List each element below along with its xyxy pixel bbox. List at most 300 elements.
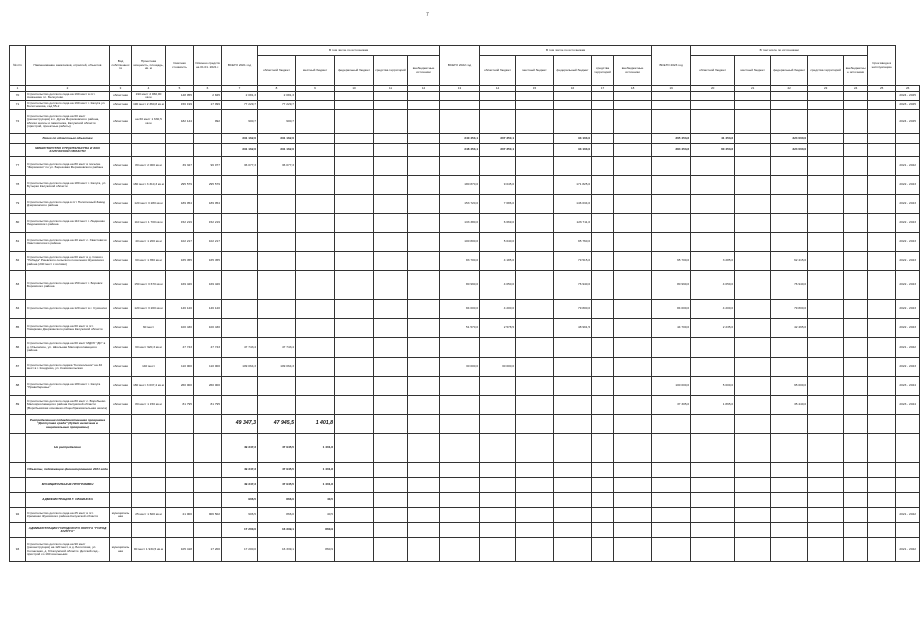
table-cell [374,538,408,562]
table-cell [554,538,592,562]
table-cell [771,478,808,493]
header-col-capacity: Проектная мощность, площадь, кв. м [132,46,166,86]
table-cell [258,271,296,300]
table-cell [374,195,408,214]
table-cell: 900,7 [222,110,258,134]
table-cell [735,523,771,538]
table-cell [440,101,480,110]
table-cell: Строительство детского сада на 60 мест в д. Совхоз "Победа" Ржевского сельского поселения Жуковского района (240 мест с яслями) [26,252,110,271]
table-cell [652,338,691,358]
table-cell: 180 870,0 [440,176,480,195]
table-cell [592,233,614,252]
table-cell: 180 мест 3 037,4 кв.м [132,377,166,396]
table-cell [735,300,771,319]
table-cell [516,358,554,377]
table-cell [222,214,258,233]
table-row [10,377,920,396]
table-cell: 4 050,0 [480,271,516,300]
table-cell [592,358,614,377]
table-cell: 2021 - 2022 [896,157,920,176]
column-number-cell: 14 [480,86,516,92]
summary-row [10,463,920,478]
table-cell [844,319,868,338]
table-cell [222,195,258,214]
table-cell: 190 мест 2 060,00 кв.м [132,92,166,101]
table-row [10,396,920,415]
table-cell [408,252,440,271]
table-cell: 89 [10,396,26,415]
table-cell [296,92,335,101]
table-cell [516,396,554,415]
table-cell: 100 800,0 [440,233,480,252]
investment-program-table [9,45,920,562]
column-number-cell: 7 [222,86,258,92]
table-cell [222,377,258,396]
table-cell [652,176,691,195]
table-cell [516,176,554,195]
table-cell [258,214,296,233]
table-cell [374,233,408,252]
header-group-sources-2021: В том числе по источникам [258,46,440,56]
table-cell [652,157,691,176]
table-cell [408,300,440,319]
summary-row [10,523,920,538]
table-cell [408,134,440,144]
table-row [10,214,920,233]
table-cell: 1 401,8 [296,463,335,478]
table-cell [868,338,896,358]
table-cell: 110 000 [194,358,222,377]
header-col-name: Наименование заказчиков, отраслей, объектов [26,46,110,86]
table-cell: 76 940,0 [771,271,808,300]
table-cell [844,493,868,508]
table-cell: 156 199 [166,101,194,110]
table-cell [374,110,408,134]
table-cell: 2023 - 2024 [896,396,920,415]
table-cell: 260 000 [166,377,194,396]
table-cell [408,508,440,523]
table-cell: 80 990,0 [440,271,480,300]
table-cell: 2022 - 2023 [896,319,920,338]
table-cell [735,144,771,157]
table-cell: 81 [10,233,26,252]
table-cell: областная [110,92,132,101]
table-cell [408,538,440,562]
table-cell [652,92,691,101]
table-cell [258,233,296,252]
header-col-local-2022: местный бюджет [516,56,554,86]
column-number-cell: 5 [166,86,194,92]
table-cell [614,538,652,562]
table-cell [771,157,808,176]
table-cell [592,214,614,233]
table-cell: 93 [10,538,26,562]
table-cell: 150 мест 3 670 кв.м [132,271,166,300]
table-cell: 2022 - 2023 [896,214,920,233]
table-cell: 84 [10,300,26,319]
table-cell [614,252,652,271]
table-cell [868,396,896,415]
table-cell [808,358,844,377]
table-cell [166,523,194,538]
table-cell [735,463,771,478]
table-cell [844,195,868,214]
table-cell [844,300,868,319]
table-cell [296,144,335,157]
table-cell [408,358,440,377]
table-cell [896,478,920,493]
table-cell [408,319,440,338]
table-cell [408,110,440,134]
table-cell: Строительство детского сада на 90 мест (реконструкция) на 120 мест, в д. Болотская, ул. Солнечная, д. 9 Калужской области. Детский сад - пристрой со 190 ясельными [26,538,110,562]
table-cell: Строительство детского сада на 190 мест г. Калуга ул. Болотникова, сад 55-2 [26,101,110,110]
table-cell [735,195,771,214]
column-number-cell: 15 [516,86,554,92]
table-cell: 331 162,6 [222,144,258,157]
table-cell [335,144,374,157]
table-cell [844,110,868,134]
table-cell [844,508,868,523]
table-row [10,319,920,338]
header-col-offbudget-2023: внебюджетные источники [844,56,868,86]
table-cell: 5 040,0 [480,233,516,252]
table-cell [868,214,896,233]
header-col-federal-2021: федеральный бюджет [335,56,374,86]
table-cell: 324 000,0 [771,144,808,157]
column-number-cell: 11 [374,86,408,92]
table-cell: муниципальная [110,538,132,562]
column-number-cell: 21 [735,86,771,92]
table-cell [480,377,516,396]
table-row [10,176,920,195]
table-cell: 2 578,5 [480,319,516,338]
table-cell [592,110,614,134]
table-cell [771,415,808,434]
table-cell [554,358,592,377]
table-cell: 340 453,1 [440,134,480,144]
table-cell [735,377,771,396]
table-cell: 84 000,0 [440,300,480,319]
table-cell: 62 415,0 [771,252,808,271]
table-cell: 133 380,0 [440,214,480,233]
table-cell [808,300,844,319]
table-cell: Распределенная подведомственная программа "Доступная среда" (будет включена в национальные программы) [26,415,110,434]
table-cell: областная [110,157,132,176]
table-cell [440,338,480,358]
table-cell [735,176,771,195]
table-cell [408,233,440,252]
table-cell [735,478,771,493]
table-cell [258,252,296,271]
table-cell [480,538,516,562]
table-cell [808,338,844,358]
table-cell [844,463,868,478]
table-cell [592,396,614,415]
table-cell [335,396,374,415]
table-cell [440,478,480,493]
table-cell [592,252,614,271]
table-cell [194,493,222,508]
table-cell [592,319,614,338]
table-cell [652,101,691,110]
table-cell [408,157,440,176]
table-cell [440,396,480,415]
table-cell [480,415,516,434]
table-cell [335,300,374,319]
table-cell: 95 000,0 [771,377,808,396]
table-cell [440,157,480,176]
table-cell [592,523,614,538]
table-cell [374,300,408,319]
table-cell [808,144,844,157]
table-cell [440,434,480,463]
column-number-cell: 16 [554,86,592,92]
table-cell [194,523,222,538]
table-cell: 2021 - 2022 [896,538,920,562]
table-cell: 169 426 [166,271,194,300]
header-col-territory-2022: средства территорий [592,56,614,86]
table-cell: 49 347,3 [222,478,258,493]
table-cell [554,463,592,478]
table-cell [868,538,896,562]
table-cell [652,195,691,214]
table-cell [132,478,166,493]
table-cell: 109 064,3 [258,358,296,377]
table-cell: 40,5 [296,493,335,508]
table-cell [166,493,194,508]
header-col-regional-2023: областной бюджет [691,56,735,86]
table-row [10,538,920,562]
table-cell: областная [110,176,132,195]
table-cell [296,157,335,176]
table-cell [592,493,614,508]
column-number-cell: 19 [652,86,691,92]
table-cell: 102 217 [194,233,222,252]
table-cell [652,523,691,538]
table-cell [868,300,896,319]
table-cell: областная [110,101,132,110]
table-cell [691,101,735,110]
table-cell [844,101,868,110]
table-cell: 165 455 [194,252,222,271]
table-cell: 100 000,0 [652,377,691,396]
table-cell [896,493,920,508]
table-cell: областная [110,300,132,319]
table-cell: 2022 - 2023 [896,195,920,214]
table-cell: Всего по областным объектам [26,134,110,144]
table-cell [808,101,844,110]
table-cell [896,415,920,434]
table-cell: 1 401,8 [296,478,335,493]
table-cell [374,358,408,377]
table-cell: 35 440,0 [771,396,808,415]
table-cell [808,377,844,396]
table-cell [222,252,258,271]
table-cell: Строительство детского сада на 80 мест с. Воробьево Малоярославецкого района Калужской области (Воробьевская основная общеобразовательная школа) [26,396,110,415]
table-cell: 348 453,1 [440,144,480,157]
header-col-territory-2023: средства территорий [808,56,844,86]
table-cell [10,134,26,144]
table-cell: 17 200,0 [222,523,258,538]
table-cell: 165 455 [166,252,194,271]
table-cell [480,157,516,176]
table-cell [808,319,844,338]
table-cell: 80 990,0 [652,271,691,300]
header-col-number: № п/п [10,46,26,86]
header-col-local-2021: местный бюджет [296,56,335,86]
table-cell: 6 669,0 [480,214,516,233]
table-cell [808,134,844,144]
table-cell: 331 162,6 [258,134,296,144]
table-cell [691,338,735,358]
table-cell: 5 000,0 [691,377,735,396]
table-cell [408,92,440,101]
table-cell: 2 081,3 [222,92,258,101]
column-number-cell: 26 [896,86,920,92]
table-cell: 21 000 [166,508,194,523]
table-cell [735,134,771,144]
table-cell [480,434,516,463]
table-cell [374,478,408,493]
table-cell [771,358,808,377]
table-cell [808,92,844,101]
table-cell [335,523,374,538]
table-cell [296,300,335,319]
summary-row [10,144,920,157]
table-cell: 9 045,0 [480,176,516,195]
table-cell: 42 465,0 [771,319,808,338]
table-cell [808,233,844,252]
table-cell: 37 305,0 [652,396,691,415]
table-cell: 36 077,3 [222,157,258,176]
table-cell: МИНИСТЕРСТВО СТРОИТЕЛЬСТВА И ЖКХ КАЛУЖСКОЙ ОБЛАСТИ [26,144,110,157]
table-cell [691,92,735,101]
table-cell [440,538,480,562]
table-cell [374,463,408,478]
table-cell [374,144,408,157]
table-cell [844,538,868,562]
table-cell [592,195,614,214]
column-number-cell: 10 [335,86,374,92]
table-cell: Строительство детского сада на 150 мест г. Боровск Боровского района [26,271,110,300]
table-cell [335,252,374,271]
table-cell: 900,7 [258,110,296,134]
table-cell [554,493,592,508]
table-cell: 86 [10,338,26,358]
table-cell [868,110,896,134]
table-cell: Строительство детского сада на 110 мест г. Людиново Людиновского района [26,214,110,233]
table-row [10,338,920,358]
table-cell: 83 700,0 [440,252,480,271]
table-cell [652,463,691,478]
table-cell [516,319,554,338]
table-cell: Строительство детского сада на 60 мест (реконструкция) в п. Дугна Ферзиковского района, вблизи школы и памятника, Калужской области (пристрой, проектные работы) [26,110,110,134]
table-cell [614,271,652,300]
table-cell: 90 мест 1 934,5 кв.м [132,538,166,562]
table-cell [808,508,844,523]
column-number-cell: 13 [440,86,480,92]
table-cell [258,377,296,396]
table-cell [614,508,652,523]
table-cell [440,415,480,434]
table-cell [844,415,868,434]
table-cell [844,271,868,300]
table-cell [592,434,614,463]
table-cell: Строительство детского сада на 25 мест в пгт. Кремёнки Жуковского района Калужской области [26,508,110,523]
table-cell: 41 453,6 [691,134,735,144]
table-cell [296,195,335,214]
table-cell [408,101,440,110]
table-cell [440,110,480,134]
table-cell: 92 [10,508,26,523]
table-cell [868,434,896,463]
column-number-cell: 12 [408,86,440,92]
table-cell: 2023 - 2025 [896,101,920,110]
table-cell [868,157,896,176]
table-cell: АДМИНИСТРАЦИЯ ГОРОДСКОГО ОКРУГА "ГОРОД КАЛУГА" [26,523,110,538]
header-col-offbudget-2022: внебюджетные источники [614,56,652,86]
table-cell [110,144,132,157]
header-group-sources-2023: В том числе по источникам [691,46,868,56]
table-cell: 39 327 [166,157,194,176]
table-cell [614,157,652,176]
table-cell: 51 570,0 [440,319,480,338]
table-cell: 17 099 [194,101,222,110]
table-cell [592,538,614,562]
table-cell [614,463,652,478]
table-cell [374,508,408,523]
table-cell [374,338,408,358]
table-cell [771,101,808,110]
table-cell [480,396,516,415]
table-cell [868,319,896,338]
table-cell [296,134,335,144]
table-cell [592,478,614,493]
table-cell: 79 [10,195,26,214]
table-cell: 295 579 [166,176,194,195]
table-cell [480,523,516,538]
table-cell: 30 000,0 [440,358,480,377]
table-cell: 109 064,3 [222,358,258,377]
table-cell [554,157,592,176]
table-cell [771,338,808,358]
table-cell: 77 [10,157,26,176]
table-cell [868,478,896,493]
table-cell [335,478,374,493]
table-cell [516,134,554,144]
table-cell [592,338,614,358]
table-cell [771,463,808,478]
table-cell [652,493,691,508]
column-number-cell: 4 [132,86,166,92]
table-cell [374,377,408,396]
table-cell [10,478,26,493]
table-cell [132,144,166,157]
table-cell [771,110,808,134]
table-cell [110,434,132,463]
table-cell [408,478,440,493]
table-cell [516,214,554,233]
table-cell [296,319,335,338]
table-row [10,271,920,300]
table-cell [868,358,896,377]
table-cell: 153 720,0 [440,195,480,214]
table-cell: 83 [10,271,26,300]
table-cell [132,434,166,463]
table-cell [614,493,652,508]
table-cell: 384 453,6 [652,144,691,157]
table-cell [374,252,408,271]
